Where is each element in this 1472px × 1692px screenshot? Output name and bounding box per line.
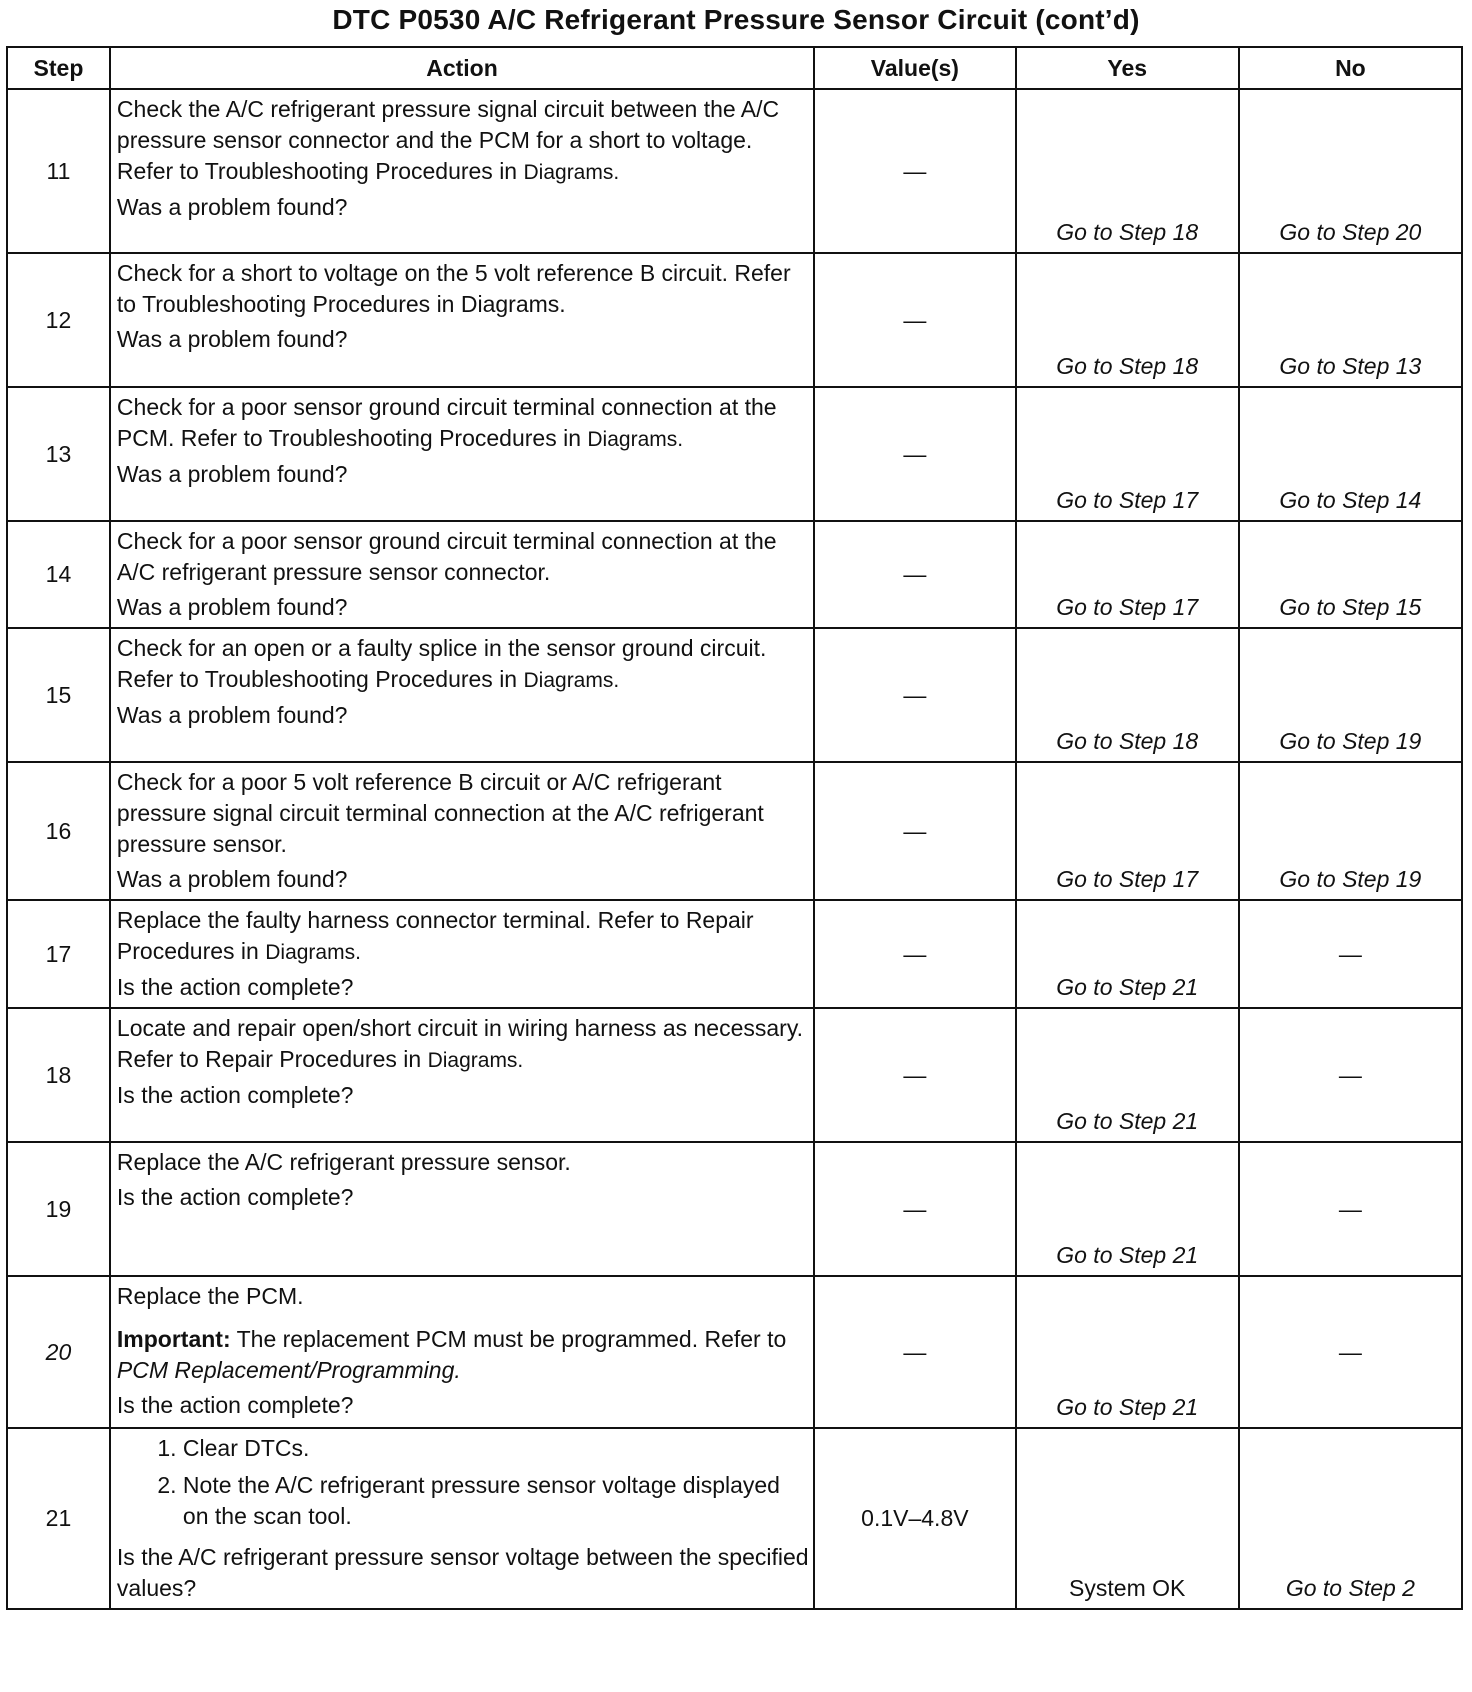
value-cell: 0.1V–4.8V [814,1428,1016,1609]
action-text: Locate and repair open/short circuit in wiring harness as necessary. Refer to Repair Procedures in Diagrams. [116,1015,804,1072]
action-question: Is the action complete? [116,974,354,1000]
no-cell: Go to Step 19 [1239,628,1462,762]
action-cell [110,253,814,387]
action-question: Was a problem found? [116,866,348,892]
step-number: 15 [7,628,110,762]
action-cell [110,1008,814,1142]
no-cell: — [1239,1142,1462,1276]
action-cell [110,1276,814,1428]
action-cell [110,521,814,628]
no-cell: Go to Step 19 [1239,762,1462,900]
value-cell: — [814,1276,1016,1428]
action-cell [110,628,814,762]
table-row [7,1008,1462,1142]
action-question: Was a problem found? [116,326,348,352]
value-cell: — [814,762,1016,900]
table-row [7,89,1462,253]
table-row [7,387,1462,521]
table-row [7,1276,1462,1428]
step-number: 18 [7,1008,110,1142]
no-cell: Go to Step 14 [1239,387,1462,521]
value-cell: — [814,89,1016,253]
yes-cell: Go to Step 17 [1016,521,1239,628]
step-number: 19 [7,1142,110,1276]
action-text: Check the A/C refrigerant pressure signal circuit between the A/C pressure sensor connector and the PCM for a short to voltage. Refer to Troubleshooting Procedures in Diagrams. [116,96,780,184]
action-cell [110,900,814,1008]
action-question: Is the A/C refrigerant pressure sensor voltage between the specified values? [116,1544,809,1601]
no-cell: Go to Step 2 [1239,1428,1462,1609]
action-text: Check for a poor sensor ground circuit terminal connection at the PCM. Refer to Troubleshooting Procedures in Diagrams. [116,394,777,451]
value-cell: — [814,900,1016,1008]
table-row [7,521,1462,628]
table-row [7,762,1462,900]
no-cell: — [1239,1008,1462,1142]
action-question: Was a problem found? [116,594,348,620]
header-yes: Yes [1016,47,1239,89]
action-cell [110,1428,814,1609]
yes-cell: Go to Step 21 [1016,1276,1239,1428]
step-number: 20 [7,1276,110,1428]
action-text: Check for an open or a faulty splice in the sensor ground circuit. Refer to Troubleshooting Procedures in Diagrams. [116,635,767,692]
yes-cell: System OK [1016,1428,1239,1609]
yes-cell: Go to Step 17 [1016,762,1239,900]
table-row [7,253,1462,387]
no-cell: — [1239,1276,1462,1428]
action-cell [110,89,814,253]
value-cell: — [814,1142,1016,1276]
action-cell [110,762,814,900]
action-question: Is the action complete? [116,1392,354,1418]
step-number: 17 [7,900,110,1008]
action-cell [110,387,814,521]
value-cell: — [814,1008,1016,1142]
step-number: 16 [7,762,110,900]
step-number: 11 [7,89,110,253]
action-question: Was a problem found? [116,461,348,487]
header-action: Action [110,47,814,89]
value-cell: — [814,521,1016,628]
list-item: 2. Note the A/C refrigerant pressure sensor voltage displayed on the scan tool. [183,1470,809,1532]
yes-cell: Go to Step 18 [1016,89,1239,253]
action-steps-list [117,1433,809,1538]
step-number: 14 [7,521,110,628]
action-cell [110,1142,814,1276]
action-question: Was a problem found? [116,702,348,728]
diagnostic-table [6,46,1463,1610]
list-item: 1. Clear DTCs. [183,1433,809,1464]
step-number: 12 [7,253,110,387]
no-cell: Go to Step 20 [1239,89,1462,253]
action-text: Check for a poor sensor ground circuit terminal connection at the A/C refrigerant pressure sensor connector. [116,528,777,585]
action-text: Check for a short to voltage on the 5 volt reference B circuit. Refer to Troubleshooting Procedures in Diagrams. [116,260,791,317]
action-text: Replace the faulty harness connector terminal. Refer to Repair Procedures in Diagrams. [116,907,754,964]
header-step: Step [7,47,110,89]
header-row [7,47,1462,89]
action-question: Is the action complete? [116,1184,354,1210]
yes-cell: Go to Step 21 [1016,900,1239,1008]
step-number: 21 [7,1428,110,1609]
no-cell: Go to Step 13 [1239,253,1462,387]
action-text: Check for a poor 5 volt reference B circuit or A/C refrigerant pressure signal circuit terminal connection at the A/C refrigerant pressure sensor. [116,769,764,857]
action-text: Replace the PCM. [116,1283,304,1309]
page-title: DTC P0530 A/C Refrigerant Pressure Sensor Circuit (cont’d) [332,4,1140,35]
important-note: Important: The replacement PCM must be programmed. Refer to PCM Replacement/Programming. [116,1326,787,1383]
header-no: No [1239,47,1462,89]
important-label: Important: [116,1326,231,1352]
action-question: Was a problem found? [116,194,348,220]
action-question: Is the action complete? [116,1082,354,1108]
value-cell: — [814,628,1016,762]
yes-cell: Go to Step 17 [1016,387,1239,521]
table-row [7,1428,1462,1609]
table-row [7,628,1462,762]
yes-cell: Go to Step 18 [1016,253,1239,387]
step-number: 13 [7,387,110,521]
action-text: Replace the A/C refrigerant pressure sensor. [116,1149,571,1175]
yes-cell: Go to Step 21 [1016,1008,1239,1142]
important-reference: PCM Replacement/Programming. [116,1357,461,1383]
no-cell: — [1239,900,1462,1008]
yes-cell: Go to Step 21 [1016,1142,1239,1276]
yes-cell: Go to Step 18 [1016,628,1239,762]
table-row [7,900,1462,1008]
no-cell: Go to Step 15 [1239,521,1462,628]
header-value: Value(s) [814,47,1016,89]
table-row [7,1142,1462,1276]
value-cell: — [814,253,1016,387]
value-cell: — [814,387,1016,521]
